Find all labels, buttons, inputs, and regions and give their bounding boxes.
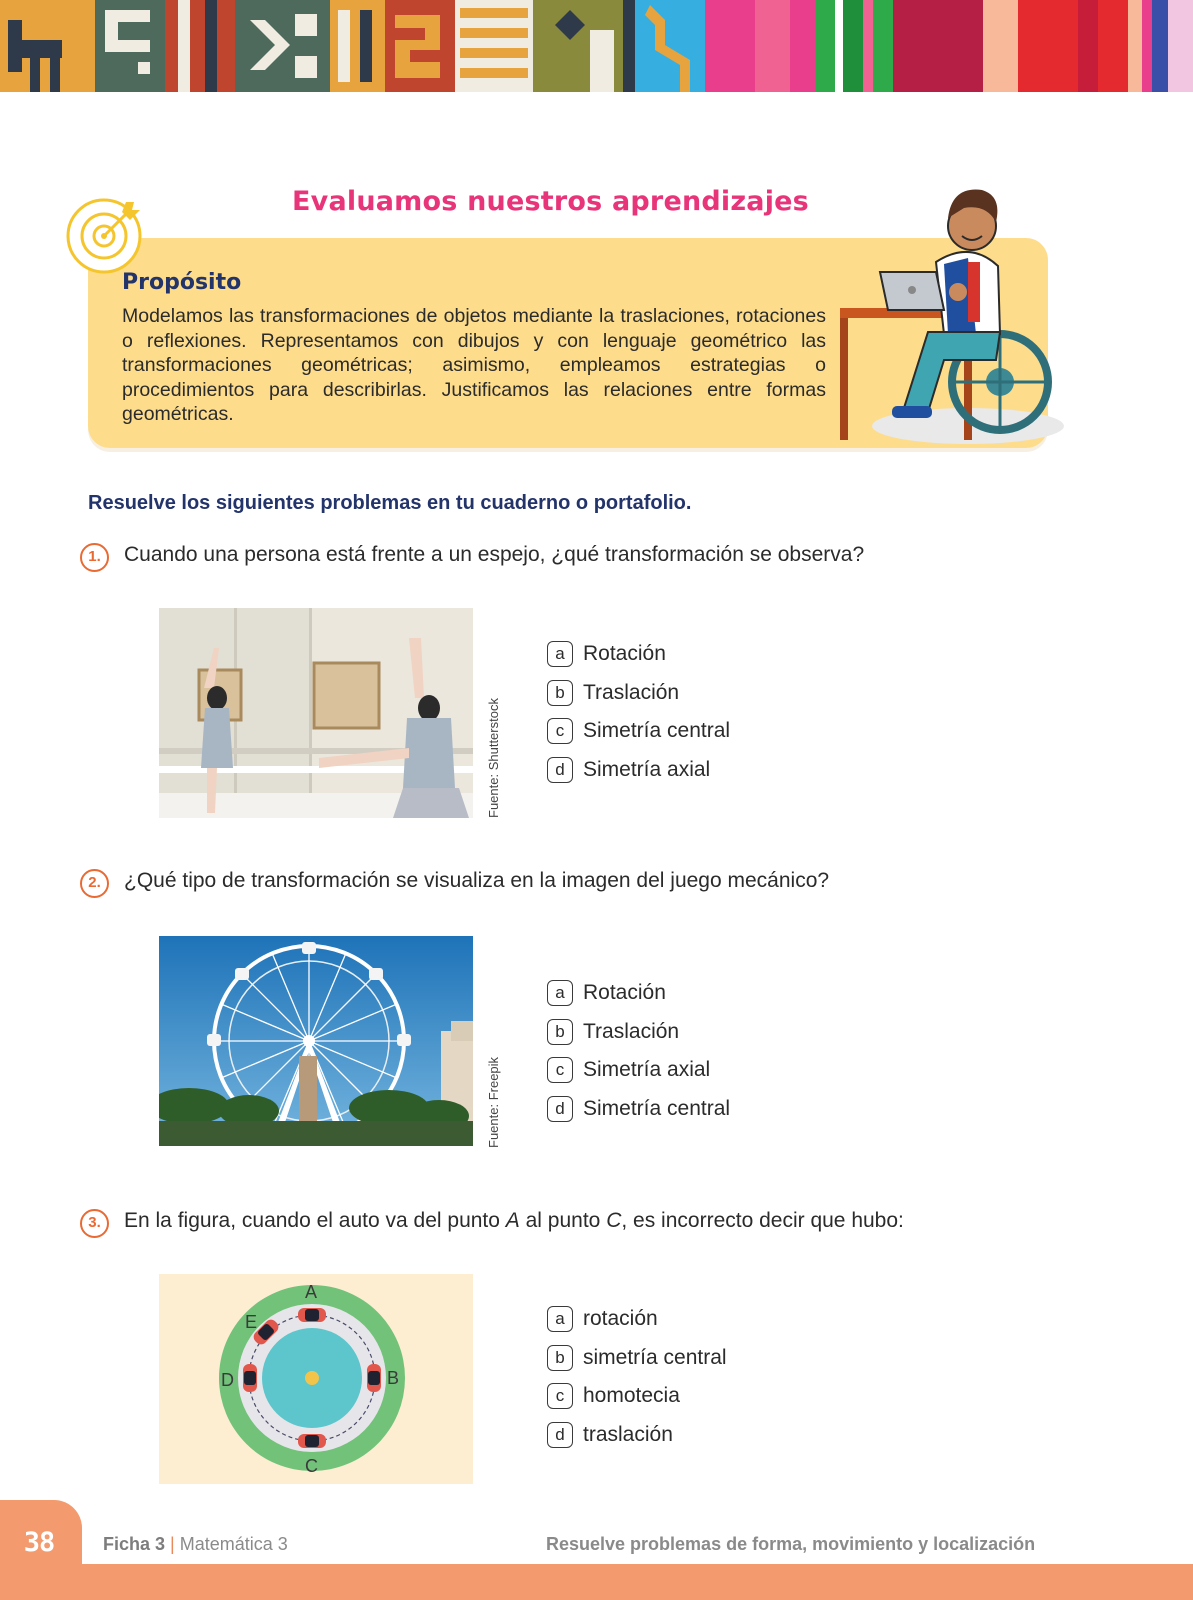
car-b	[367, 1364, 381, 1392]
option-label: traslación	[583, 1422, 673, 1446]
option-letter: b	[547, 1019, 573, 1045]
option-b	[547, 1339, 727, 1378]
answer-options	[547, 635, 730, 789]
option-d	[547, 751, 730, 790]
footer-bar	[0, 1564, 1193, 1600]
option-d	[547, 1090, 730, 1129]
target-icon	[66, 194, 148, 276]
option-letter: d	[547, 1422, 573, 1448]
option-label: Traslación	[583, 1019, 680, 1043]
ferris-wheel-photo	[159, 936, 473, 1146]
option-label: Rotación	[583, 642, 666, 666]
point-label-e: E	[245, 1312, 258, 1332]
mirror-dancer-photo	[159, 608, 473, 818]
option-label: homotecia	[583, 1384, 680, 1408]
option-label: simetría central	[583, 1345, 727, 1369]
point-label-c: C	[305, 1456, 318, 1476]
option-letter: c	[547, 718, 573, 744]
image-source-credit: Fuente: Shutterstock	[486, 698, 501, 818]
option-label: Simetría axial	[583, 1058, 711, 1082]
option-letter: c	[547, 1383, 573, 1409]
question-text: Cuando una persona está frente a un espejo, ¿qué transformación se observa?	[124, 543, 865, 566]
question-text: ¿Qué tipo de transformación se visualiza en la imagen del juego mecánico?	[124, 869, 830, 892]
image-source-credit: Fuente: Freepik	[486, 1056, 501, 1148]
car-a	[298, 1308, 326, 1322]
question-number: 3.	[80, 1209, 109, 1238]
question-number: 2.	[80, 869, 109, 898]
option-letter: b	[547, 1345, 573, 1371]
option-c	[547, 1377, 727, 1416]
option-label: Traslación	[583, 680, 680, 704]
option-letter: d	[547, 757, 573, 783]
footer-ficha: Ficha 3 | Matemática 3	[103, 1534, 288, 1554]
option-letter: d	[547, 1096, 573, 1122]
option-a	[547, 1300, 727, 1339]
instruction-text: Resuelve los siguientes problemas en tu cuaderno o portafolio.	[88, 492, 692, 514]
option-d	[547, 1416, 727, 1455]
option-label: Simetría central	[583, 719, 731, 743]
answer-options	[547, 974, 730, 1128]
answer-options	[547, 1300, 727, 1454]
option-a	[547, 635, 730, 674]
option-b	[547, 674, 730, 713]
purpose-heading: Propósito	[122, 270, 242, 295]
option-label: Simetría central	[583, 1096, 731, 1120]
option-c	[547, 1051, 730, 1090]
option-letter: c	[547, 1057, 573, 1083]
option-a	[547, 974, 730, 1013]
page-number: 38	[23, 1527, 55, 1558]
option-label: Rotación	[583, 981, 666, 1005]
point-label-d: D	[221, 1370, 234, 1390]
option-label: rotación	[583, 1307, 658, 1331]
option-letter: a	[547, 641, 573, 667]
car-d	[243, 1364, 257, 1392]
option-label: Simetría axial	[583, 757, 711, 781]
footer-competency: Resuelve problemas de forma, movimiento y localización	[546, 1534, 1036, 1554]
option-b	[547, 1013, 730, 1052]
point-label-b: B	[387, 1368, 400, 1388]
point-label-a: A	[305, 1282, 318, 1302]
option-letter: b	[547, 680, 573, 706]
question-number: 1.	[80, 543, 109, 572]
option-letter: a	[547, 1306, 573, 1332]
circular-track-figure	[159, 1274, 473, 1484]
textile-pattern	[0, 0, 1193, 92]
car-c	[298, 1434, 326, 1448]
decorative-textile-band	[0, 0, 1193, 92]
purpose-text: Modelamos las transformaciones de objetos mediante la traslaciones, rotaciones o reflexiones. Representamos con dibujos y con lenguaje geométrico las transformaciones geométricas; asimismo, empleamos estrategias o procedimientos para describirlas. Justificamos las relaciones entre formas geométricas.	[122, 305, 826, 425]
question-text: En la figura, cuando el auto va del punto A al punto C, es incorrecto decir que hubo:	[124, 1209, 904, 1232]
student-wheelchair-illustration	[840, 182, 1066, 458]
option-c	[547, 712, 730, 751]
option-letter: a	[547, 980, 573, 1006]
page-title: Evaluamos nuestros aprendizajes	[292, 186, 809, 217]
